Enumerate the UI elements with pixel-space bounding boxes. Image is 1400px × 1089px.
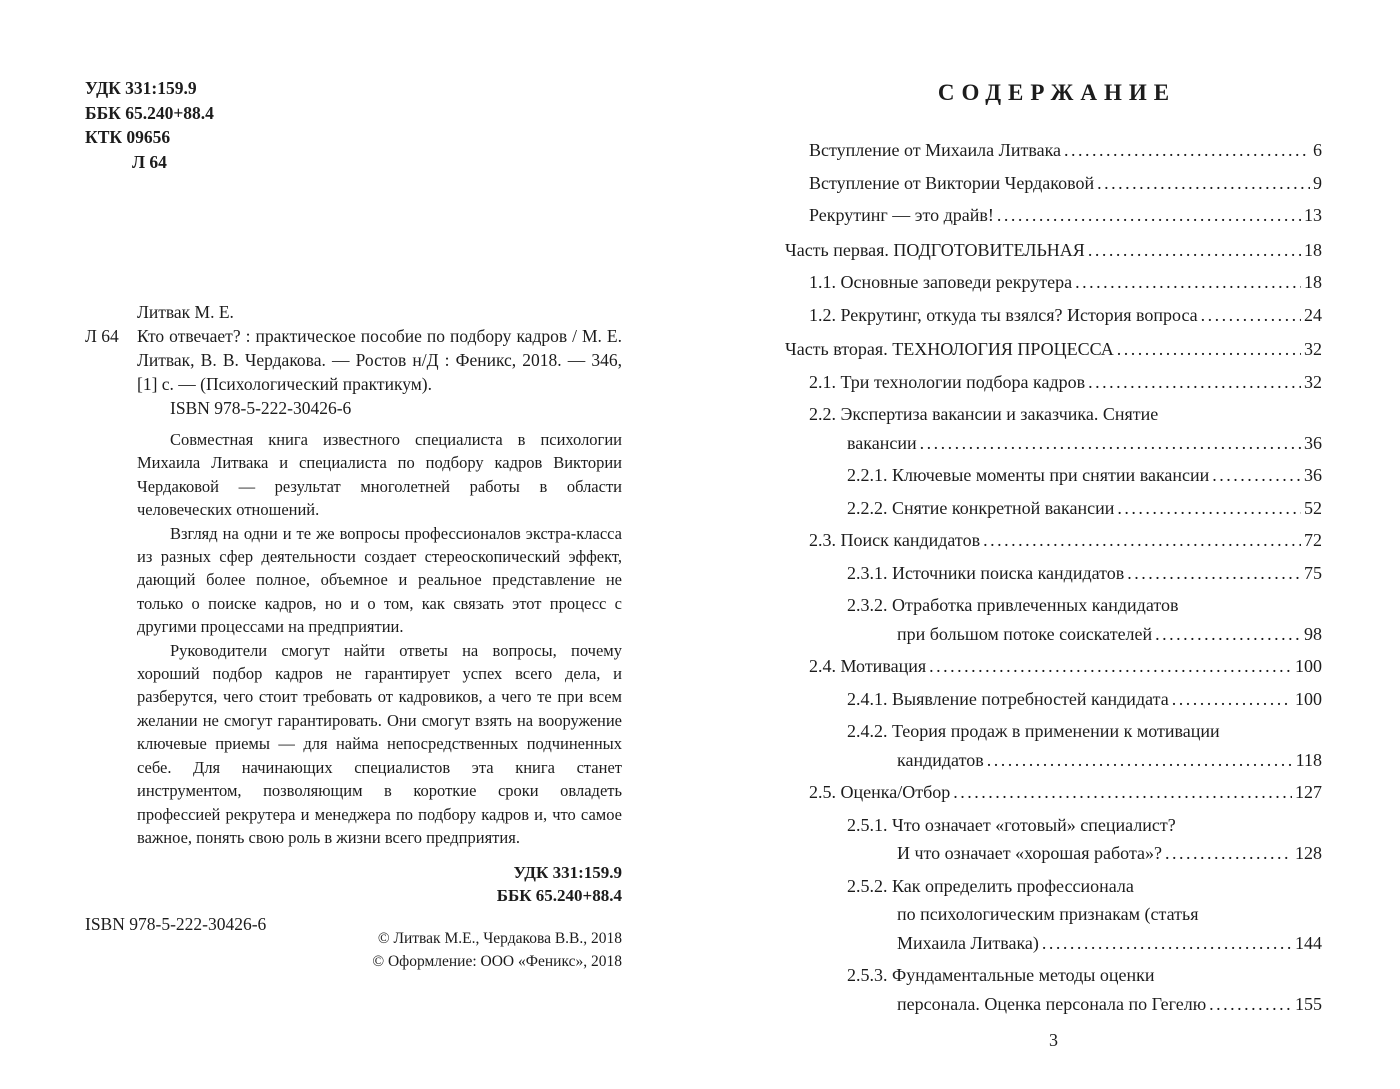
- dot-leader: [1165, 839, 1292, 868]
- copyright-page: [85, 76, 622, 973]
- toc-entry: [785, 368, 1322, 397]
- toc-page-number: 9: [1313, 172, 1322, 193]
- dot-leader: [1201, 301, 1301, 330]
- annotation-paragraph: Руководители смогут найти ответы на вопросы, почему хороший подбор кадров не гарантирует успех всего дела, и разберутся, чего стоит требовать от кадровиков, а чего те при всем желании не смогут гарантировать. Они смогут взять на вооружение ключевые приемы — для найма непосредственных подчиненных себе. Для начинающих специалистов эта книга станет инструментом, позволяющим в короткие сроки овладеть профессией рекрутера и менеджера по подбору кадров и, что самое важное, понять свою роль в жизни всего предприятия.: [137, 640, 622, 847]
- bibliographic-entry: [85, 324, 622, 396]
- toc-page-number: 100: [1295, 688, 1322, 709]
- toc-entry: [785, 169, 1322, 198]
- dot-leader: [1042, 929, 1292, 958]
- udk-line: УДК 331:159.9: [85, 78, 197, 98]
- toc-page-number: 18: [1304, 272, 1322, 292]
- dot-leader: [1172, 685, 1292, 714]
- imprint-block: [85, 76, 622, 174]
- copyright-block: [372, 912, 622, 973]
- toc-entry: [785, 652, 1322, 681]
- toc-entry-text: 2.2.1. Ключевые моменты при снятии вакансии: [847, 465, 1210, 485]
- toc-entry: [785, 717, 1322, 774]
- toc-entry: [785, 494, 1322, 523]
- toc-entry: [785, 526, 1322, 555]
- toc-entry-text: Вступление от Михаила Литвака: [809, 140, 1062, 160]
- toc-entry-text: Часть первая. ПОДГОТОВИТЕЛЬНАЯ: [785, 239, 1085, 260]
- ktk-line: КТК 09656: [85, 127, 171, 147]
- toc-entry: [785, 778, 1322, 807]
- toc-entry: [785, 236, 1322, 265]
- toc-entry: [785, 201, 1322, 230]
- catalog-card: [85, 300, 622, 849]
- toc-entry-text: 2.5.2. Как определить профессионала: [847, 875, 1134, 896]
- toc-entry-text: 2.4.2. Теория продаж в применении к мотивации: [847, 721, 1220, 741]
- toc-page-number: 75: [1304, 562, 1322, 583]
- toc-entry-text: кандидатов: [897, 749, 984, 770]
- toc-entry-text: 2.4. Мотивация: [809, 656, 927, 676]
- dot-leader: [983, 526, 1301, 555]
- footer-row: [85, 912, 622, 973]
- toc-title: СОДЕРЖАНИЕ: [937, 80, 1177, 105]
- toc-entry-text: 2.1. Три технологии подбора кадров: [809, 371, 1086, 392]
- toc-entry-text: 2.4.1. Выявление потребностей кандидата: [847, 688, 1169, 709]
- toc-entry: [785, 335, 1322, 364]
- toc-entry: [785, 301, 1322, 330]
- toc-entry: [785, 685, 1322, 714]
- dot-leader: [1097, 169, 1310, 198]
- udk-line-bottom: УДК 331:159.9: [513, 863, 622, 883]
- toc-page-number: 127: [1295, 782, 1322, 802]
- dot-leader: [1064, 136, 1310, 165]
- dot-leader: [1127, 559, 1301, 588]
- toc-entry-text: Михаила Литвака): [897, 932, 1039, 953]
- annotation-paragraph: Взгляд на одни и те же вопросы профессионалов экстра-класса из разных сфер деятельности создает стереоскопический эффект, дающий более полное, объемное и реальное представление не только о поиске кадров, но и о том, как связать этот процесс с другими процессами на предприятии.: [137, 523, 622, 637]
- dot-leader: [1088, 368, 1301, 397]
- toc-entry-text: 2.5. Оценка/Отбор: [809, 782, 951, 802]
- toc-page-number: 32: [1304, 371, 1322, 392]
- copyright-line: © Оформление: ООО «Феникс», 2018: [372, 952, 622, 970]
- toc-page-number: 155: [1295, 993, 1322, 1014]
- toc-page-number: 98: [1304, 623, 1322, 644]
- toc-page-number: 144: [1295, 932, 1322, 953]
- classification-code: Л 64: [132, 151, 167, 172]
- toc-page-number: 13: [1304, 205, 1322, 225]
- isbn-bottom: ISBN 978-5-222-30426-6: [85, 914, 267, 935]
- toc-entry: [785, 591, 1322, 648]
- dot-leader: [997, 201, 1301, 230]
- toc-entry-text: Часть вторая. ТЕХНОЛОГИЯ ПРОЦЕССА: [785, 339, 1114, 359]
- dot-leader: [1209, 990, 1292, 1019]
- author-name: Литвак М. Е.: [137, 302, 234, 322]
- toc-entry-text: 1.1. Основные заповеди рекрутера: [809, 272, 1073, 292]
- dot-leader: [1155, 620, 1301, 649]
- toc-entry-text: И что означает «хорошая работа»?: [897, 843, 1163, 863]
- toc-entry-text: персонала. Оценка персонала по Гегелю: [897, 993, 1207, 1014]
- dot-leader: [987, 746, 1293, 775]
- toc-page-number: 72: [1304, 530, 1322, 550]
- footer-classification: [85, 861, 622, 907]
- toc-page-number: 18: [1304, 239, 1322, 260]
- annotation: [137, 428, 622, 849]
- toc-entry: [785, 268, 1322, 297]
- toc-entry-text: Рекрутинг — это драйв!: [809, 205, 994, 225]
- toc-page-number: 6: [1313, 140, 1322, 160]
- toc-entry: [785, 872, 1322, 958]
- dot-leader: [1088, 236, 1301, 265]
- catalog-code: Л 64: [85, 326, 119, 346]
- folio-page-number: 3: [1049, 1030, 1058, 1050]
- toc-entry-text: 2.5.3. Фундаментальные методы оценки: [847, 965, 1155, 985]
- toc-entry: [785, 559, 1322, 588]
- toc-entry: [785, 961, 1322, 1018]
- dot-leader: [1117, 494, 1301, 523]
- toc-entry: [785, 811, 1322, 868]
- dot-leader: [1212, 461, 1301, 490]
- annotation-paragraph: Совместная книга известного специалиста в психологии Михаила Литвака и специалиста по подбору кадров Виктории Чердаковой — результат многолетней работы в области человеческих отношений.: [137, 430, 622, 520]
- toc-entry-text: 2.3.1. Источники поиска кандидатов: [847, 562, 1125, 583]
- toc-entry-text: 2.3.2. Отработка привлеченных кандидатов: [847, 595, 1179, 615]
- dot-leader: [1117, 335, 1301, 364]
- dot-leader: [953, 778, 1292, 807]
- dot-leader: [929, 652, 1292, 681]
- toc-entry-text: при большом потоке соискателей: [897, 623, 1153, 644]
- contents-page: [785, 80, 1322, 1051]
- toc-page-number: 36: [1304, 432, 1322, 453]
- toc-page-number: 118: [1295, 749, 1322, 770]
- dot-leader: [920, 429, 1301, 458]
- toc-page-number: 52: [1304, 497, 1322, 518]
- toc-entry-text: Вступление от Виктории Чердаковой: [809, 172, 1095, 193]
- copyright-line: © Литвак М.Е., Чердакова В.В., 2018: [377, 930, 622, 948]
- toc-entry-text: 2.3. Поиск кандидатов: [809, 530, 981, 550]
- toc-page-number: 32: [1304, 339, 1322, 359]
- toc-page-number: 128: [1295, 843, 1322, 863]
- bbk-line-bottom: ББК 65.240+88.4: [496, 886, 622, 906]
- toc-list: [785, 136, 1322, 1018]
- toc-entry-text: 2.2.2. Снятие конкретной вакансии: [847, 497, 1115, 518]
- toc-page-number: 100: [1295, 656, 1322, 676]
- toc-entry-text: 2.5.1. Что означает «готовый» специалист?: [847, 814, 1176, 835]
- toc-entry-text: 1.2. Рекрутинг, откуда ты взялся? История вопроса: [809, 304, 1198, 325]
- toc-entry-text: вакансии: [847, 432, 917, 453]
- toc-entry-text: 2.2. Экспертиза вакансии и заказчика. Снятие: [809, 404, 1159, 424]
- bibliographic-description: Кто отвечает? : практическое пособие по подбору кадров / М. Е. Литвак, В. В. Чердакова. — Ростов н/Д : Феникс, 2018. — 346, [1] с. — (Психологический практикум).: [137, 326, 622, 394]
- toc-page-number: 24: [1304, 304, 1322, 325]
- toc-entry: [785, 461, 1322, 490]
- toc-entry: [785, 400, 1322, 457]
- bbk-line: ББК 65.240+88.4: [85, 102, 214, 123]
- toc-entry: [785, 136, 1322, 165]
- toc-page-number: 36: [1304, 465, 1322, 485]
- toc-entry-text: по психологическим признакам (статья: [897, 904, 1199, 924]
- isbn-top: ISBN 978-5-222-30426-6: [170, 398, 352, 418]
- dot-leader: [1075, 268, 1301, 297]
